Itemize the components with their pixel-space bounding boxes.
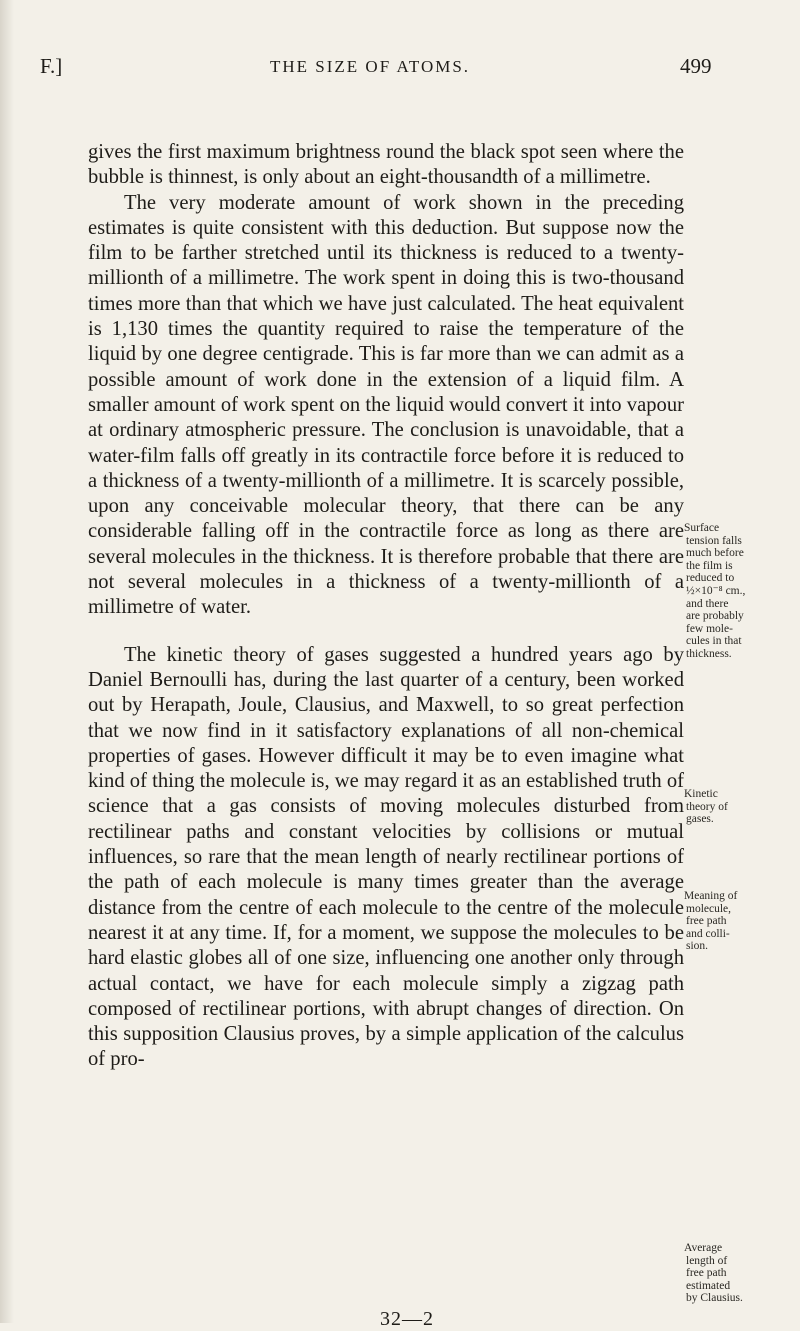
marginal-line: tension falls bbox=[686, 534, 742, 547]
marginal-line: free path bbox=[686, 915, 727, 928]
marginal-line: Kinetic bbox=[684, 788, 718, 800]
section-marker: F.] bbox=[40, 54, 63, 78]
running-head bbox=[0, 54, 800, 84]
paragraph-2: The very moderate amount of work shown in the preceding estimates is quite consistent with this deduction. But suppose now the film to be farther stretched until its thickness is reduced to a twenty-millionth of a millimetre. The work spent in doing this is two-thousand times more than that which we have just calculated. The heat equivalent is 1,130 times the quantity required to raise the temperature of the liquid by one degree centigrade. This is far more than we can admit as a possible amount of work done in the extension of a liquid film. A smaller amount of work spent on the liquid would convert it into vapour at ordinary atmospheric pressure. The conclusion is unavoidable, that a water-film falls off greatly in its contractile force before it is reduced to a thickness of a twenty-millionth of a millimetre. It is scarcely possible, upon any conceivable molecular theory, that there can be any considerable falling off in the contractile force as long as there are several molecules in the thickness. It is therefore probable that there are not several molecules in a thickness of a twenty-millionth of a millimetre of water. bbox=[88, 191, 684, 619]
marginal-line: sion. bbox=[686, 940, 709, 953]
marginal-line: and there bbox=[686, 597, 729, 610]
marginal-line: thickness. bbox=[686, 647, 732, 660]
marginal-line: few mole- bbox=[686, 622, 733, 635]
marginal-note-kinetic-theory bbox=[684, 788, 784, 826]
marginal-line: the film is bbox=[686, 559, 733, 572]
paragraph-3: The kinetic theory of gases suggested a hundred years ago by Daniel Bernoulli has, during the last quarter of a century, been worked out by Herapath, Joule, Clausius, and Maxwell, to so great perfection that we now find in it satisfactory explanations of all non-chemical properties of gases. However difficult it may be to even imagine what kind of thing the molecule is, we may regard it as an established truth of science that a gas consists of moving molecules disturbed from rectilinear paths and constant velocities by collisions or mutual influences, so rare that the mean length of nearly rectilinear portions of the path of each molecule is many times greater than the average distance from the centre of each molecule to the centre of the molecule nearest it at any time. If, for a moment, we suppose the molecules to be hard elastic globes all of one size, influencing one another only through actual contact, we have for each molecule simply a zigzag path composed of rectilinear portions, with abrupt changes of direction. On this supposition Clausius proves, by a simple application of the calculus of pro- bbox=[88, 643, 684, 1071]
marginal-line: theory of bbox=[686, 800, 728, 813]
running-title: THE SIZE OF ATOMS. bbox=[270, 57, 471, 76]
signature-mark: 32—2 bbox=[380, 1308, 434, 1330]
marginal-line: by Clausius. bbox=[686, 1292, 743, 1305]
marginal-line: reduced to bbox=[686, 572, 735, 585]
marginal-line: molecule, bbox=[686, 902, 732, 915]
marginal-line: Surface bbox=[684, 522, 720, 534]
marginal-note-free-path bbox=[684, 1242, 784, 1305]
marginal-line: length of bbox=[686, 1254, 728, 1267]
paragraph-1: gives the first maximum brightness round the black spot seen where the bubble is thinnest, is only about an eight-thousandth of a millimetre. bbox=[88, 141, 684, 189]
marginal-note-molecule bbox=[684, 890, 784, 953]
marginal-line: cules in that bbox=[686, 635, 742, 648]
marginal-line: are probably bbox=[686, 610, 744, 623]
marginal-line: gases. bbox=[686, 813, 714, 826]
page-number: 499 bbox=[680, 54, 712, 78]
marginal-line: ½×10⁻⁸ cm., bbox=[686, 584, 746, 597]
marginal-line: Meaning of bbox=[684, 890, 738, 902]
marginal-line: free path bbox=[686, 1267, 727, 1280]
marginal-line: much before bbox=[686, 547, 744, 560]
marginal-line: Average bbox=[684, 1242, 723, 1254]
body-text bbox=[88, 140, 684, 1073]
marginal-line: and colli- bbox=[686, 927, 730, 940]
marginal-note-surface-tension bbox=[684, 522, 784, 661]
page-gutter-shadow bbox=[0, 0, 14, 1323]
marginal-line: estimated bbox=[686, 1279, 731, 1292]
